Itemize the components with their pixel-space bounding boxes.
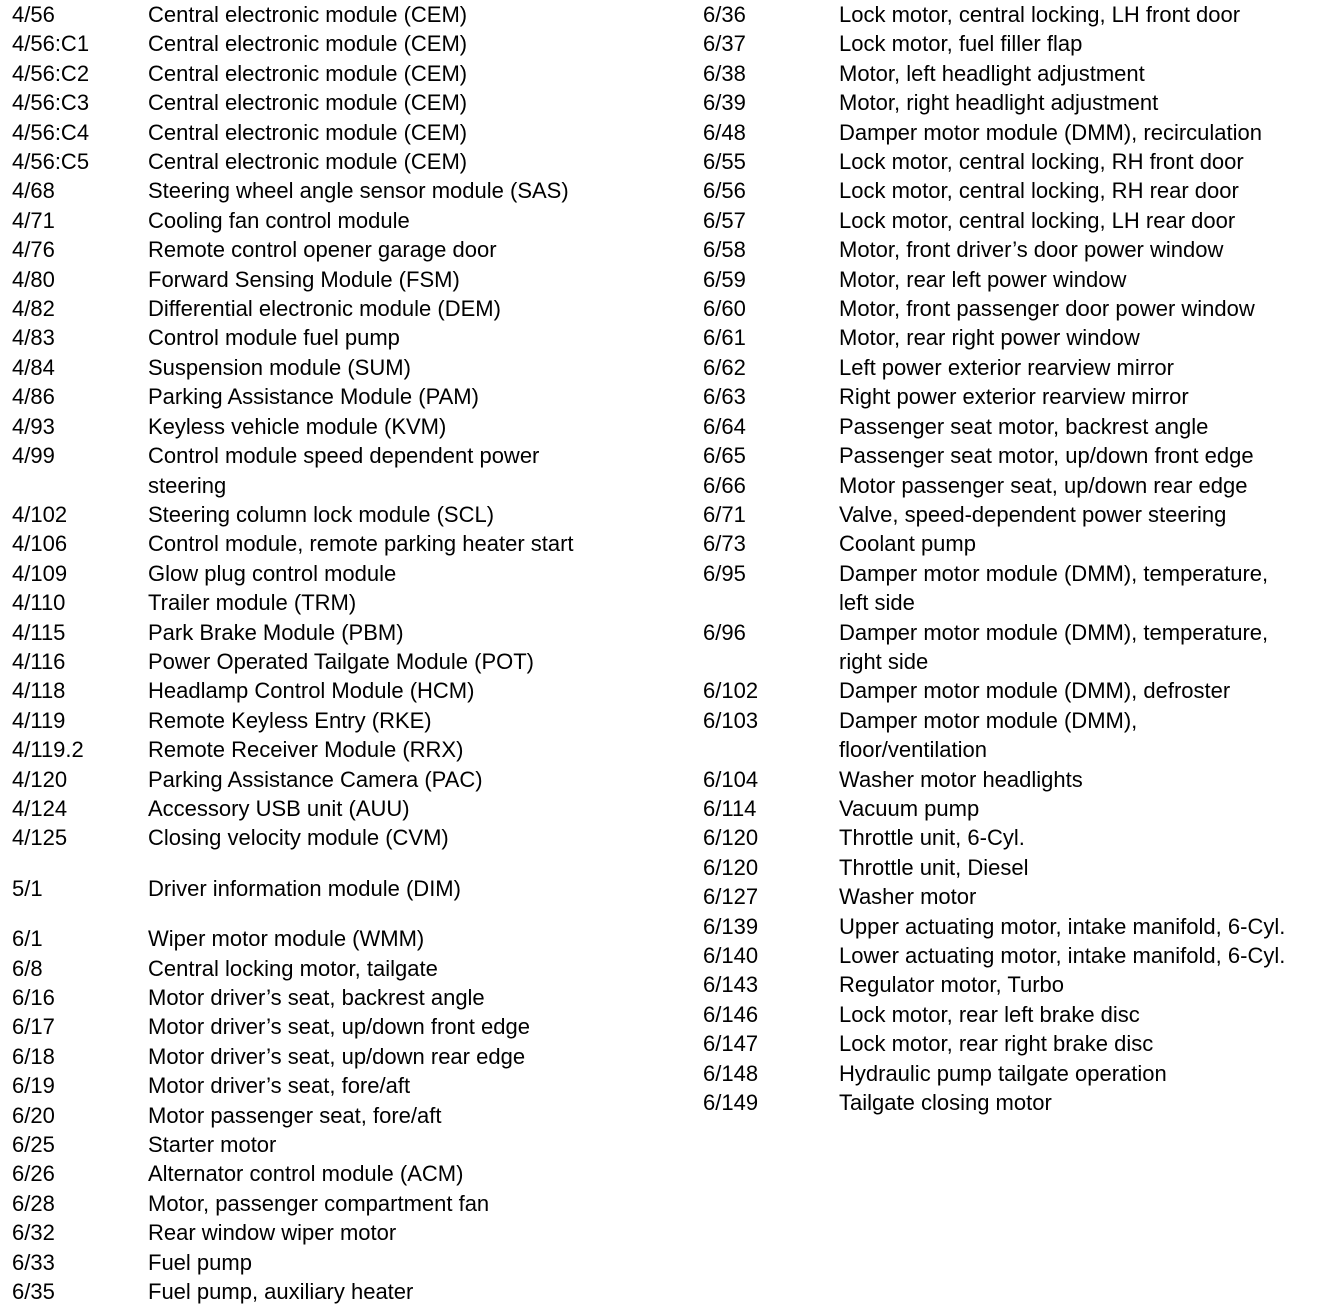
component-description: Suspension module (SUM) <box>148 354 411 380</box>
component-description: Motor, rear left power window <box>839 266 1127 292</box>
component-row <box>12 88 672 117</box>
component-description: Regulator motor, Turbo <box>839 972 1065 998</box>
component-description: Motor, left headlight adjustment <box>839 60 1145 86</box>
component-description: Cooling fan control module <box>148 207 410 233</box>
component-description: Motor passenger seat, up/down rear edge <box>839 472 1248 498</box>
component-code: 4/56:C5 <box>12 149 90 175</box>
component-description: Motor driver’s seat, up/down rear edge <box>148 1043 526 1069</box>
component-row <box>12 588 672 617</box>
component-code: 4/102 <box>12 501 68 527</box>
component-code: 4/56:C4 <box>12 119 90 145</box>
component-code: 6/66 <box>703 472 746 498</box>
component-row <box>703 676 1343 705</box>
component-row <box>12 382 672 411</box>
component-row <box>12 412 672 441</box>
component-description: Motor, front passenger door power window <box>839 296 1255 322</box>
component-code: 4/56 <box>12 2 55 27</box>
component-code: 6/127 <box>703 884 759 910</box>
component-code: 4/109 <box>12 560 68 586</box>
component-description: Steering wheel angle sensor module (SAS) <box>148 178 569 204</box>
component-description: Tailgate closing motor <box>839 1090 1052 1116</box>
component-description: Starter motor <box>148 1132 277 1158</box>
component-row <box>703 471 1343 500</box>
section-gap <box>12 903 672 924</box>
component-row <box>703 88 1343 117</box>
component-description: Lock motor, central locking, RH rear door <box>839 178 1239 204</box>
component-code: 6/71 <box>703 501 746 527</box>
component-description: Rear window wiper motor <box>148 1220 397 1246</box>
component-description: Lock motor, rear right brake disc <box>839 1031 1154 1057</box>
component-description: Alternator control module (ACM) <box>148 1161 464 1187</box>
component-row <box>12 323 672 352</box>
component-row <box>703 1059 1343 1088</box>
component-row <box>703 882 1343 911</box>
component-code: 6/148 <box>703 1060 759 1086</box>
component-row <box>12 441 672 500</box>
component-code: 6/55 <box>703 149 746 175</box>
component-code: 6/104 <box>703 766 759 792</box>
component-row <box>12 647 672 676</box>
component-description: Valve, speed-dependent power steering <box>839 501 1227 527</box>
component-row <box>12 1277 672 1306</box>
component-code: 6/28 <box>12 1190 55 1216</box>
component-code: 4/110 <box>12 590 66 616</box>
component-code: 4/83 <box>12 325 55 351</box>
component-row <box>12 618 672 647</box>
component-code: 6/39 <box>703 90 746 116</box>
component-row <box>703 559 1343 618</box>
component-description: Control module speed dependent power steering <box>148 443 540 498</box>
component-description: Upper actuating motor, intake manifold, 6-Cyl. <box>839 913 1286 939</box>
component-row <box>703 500 1343 529</box>
component-row <box>12 1101 672 1130</box>
component-row <box>703 323 1343 352</box>
component-code: 6/102 <box>703 678 759 704</box>
component-code: 6/38 <box>703 60 746 86</box>
component-description: Remote Keyless Entry (RKE) <box>148 707 432 733</box>
component-row <box>12 735 672 764</box>
component-row <box>703 265 1343 294</box>
component-code: 6/120 <box>703 854 759 880</box>
component-code: 6/17 <box>12 1014 55 1040</box>
component-code: 4/119.2 <box>12 737 84 763</box>
component-row <box>703 353 1343 382</box>
component-description: Lower actuating motor, intake manifold, 6-Cyl. <box>839 943 1286 968</box>
component-row <box>703 29 1343 58</box>
component-code: 6/143 <box>703 972 759 998</box>
component-description: Lock motor, central locking, RH front door <box>839 149 1244 175</box>
component-row <box>12 265 672 294</box>
component-code: 4/84 <box>12 354 55 380</box>
component-description: Right power exterior rearview mirror <box>839 384 1189 410</box>
component-code: 6/48 <box>703 119 746 145</box>
component-description: Differential electronic module (DEM) <box>148 296 501 322</box>
component-description: Motor driver’s seat, backrest angle <box>148 985 485 1010</box>
component-description: Left power exterior rearview mirror <box>839 354 1174 380</box>
component-code: 6/37 <box>703 31 746 57</box>
component-description: Driver information module (DIM) <box>148 875 461 901</box>
component-description: Fuel pump, auxiliary heater <box>148 1279 414 1305</box>
component-description: Parking Assistance Module (PAM) <box>148 384 479 410</box>
component-row <box>12 353 672 382</box>
component-description: Motor, front driver’s door power window <box>839 237 1224 263</box>
component-code: 4/82 <box>12 296 55 322</box>
component-description: Damper motor module (DMM), floor/ventilation <box>839 707 1138 763</box>
component-code: 4/120 <box>12 766 68 792</box>
component-description: Damper motor module (DMM), temperature, right side <box>839 619 1269 674</box>
component-code: 6/139 <box>703 913 759 939</box>
component-code: 6/65 <box>703 443 746 469</box>
component-description: Motor, right headlight adjustment <box>839 90 1159 116</box>
component-description: Central electronic module (CEM) <box>148 119 468 145</box>
component-description: Damper motor module (DMM), temperature, left side <box>839 560 1269 616</box>
component-description: Throttle unit, Diesel <box>839 854 1029 880</box>
component-description: Closing velocity module (CVM) <box>148 825 449 851</box>
component-description: Vacuum pump <box>839 795 980 821</box>
component-row <box>12 500 672 529</box>
component-description: Central electronic module (CEM) <box>148 149 468 175</box>
component-description: Central locking motor, tailgate <box>148 955 438 981</box>
component-description: Parking Assistance Camera (PAC) <box>148 766 483 792</box>
component-description: Trailer module (TRM) <box>148 590 357 616</box>
component-code: 6/56 <box>703 178 746 204</box>
component-code: 6/18 <box>12 1043 55 1069</box>
component-code: 6/146 <box>703 1001 759 1027</box>
component-code: 6/62 <box>703 354 746 380</box>
component-description: Central electronic module (CEM) <box>148 60 468 86</box>
component-row <box>703 853 1343 882</box>
component-row <box>12 147 672 176</box>
component-code: 6/120 <box>703 825 759 851</box>
component-row <box>703 412 1343 441</box>
component-code: 6/59 <box>703 266 746 292</box>
component-description: Central electronic module (CEM) <box>148 2 468 27</box>
component-code: 6/36 <box>703 2 746 27</box>
component-code: 6/8 <box>12 955 43 981</box>
component-code: 4/118 <box>12 678 66 704</box>
component-description: Fuel pump <box>148 1249 252 1275</box>
component-row <box>12 1218 672 1247</box>
component-code: 6/1 <box>12 926 43 952</box>
component-row <box>703 176 1343 205</box>
component-description: Motor, passenger compartment fan <box>148 1190 490 1216</box>
component-row <box>12 954 672 983</box>
component-description: Passenger seat motor, up/down front edge <box>839 443 1254 469</box>
component-row <box>12 176 672 205</box>
component-code: 6/96 <box>703 619 746 645</box>
component-row <box>12 823 672 852</box>
component-description: Remote control opener garage door <box>148 237 497 263</box>
component-row <box>12 529 672 558</box>
component-description: Power Operated Tailgate Module (POT) <box>148 648 534 674</box>
component-description: Central electronic module (CEM) <box>148 31 468 57</box>
component-description: Throttle unit, 6-Cyl. <box>839 825 1025 851</box>
component-row <box>703 1029 1343 1058</box>
component-code: 6/63 <box>703 384 746 410</box>
component-row <box>703 118 1343 147</box>
component-code: 4/106 <box>12 531 68 557</box>
component-row <box>703 0 1343 29</box>
component-row <box>703 294 1343 323</box>
component-row <box>703 941 1343 970</box>
component-code: 4/56:C3 <box>12 90 90 116</box>
component-row <box>12 983 672 1012</box>
component-description: Park Brake Module (PBM) <box>148 619 404 645</box>
component-code: 6/149 <box>703 1090 759 1116</box>
component-row <box>12 874 672 903</box>
component-row <box>703 765 1343 794</box>
component-row <box>703 1088 1343 1117</box>
component-row <box>12 676 672 705</box>
component-description: Accessory USB unit (AUU) <box>148 795 410 821</box>
component-code: 6/16 <box>12 985 55 1010</box>
component-row <box>12 1189 672 1218</box>
component-description: Keyless vehicle module (KVM) <box>148 413 447 439</box>
component-description: Central electronic module (CEM) <box>148 90 468 116</box>
component-code: 4/115 <box>12 619 66 645</box>
component-description: Coolant pump <box>839 531 976 557</box>
component-row <box>12 118 672 147</box>
component-code: 4/80 <box>12 266 55 292</box>
component-description: Washer motor <box>839 884 977 910</box>
component-row <box>703 618 1343 677</box>
component-description: Glow plug control module <box>148 560 397 586</box>
component-code: 6/32 <box>12 1220 55 1246</box>
component-description: Damper motor module (DMM), recirculation <box>839 119 1262 145</box>
component-code: 6/147 <box>703 1031 759 1057</box>
component-description: Washer motor headlights <box>839 766 1083 792</box>
component-description: Lock motor, fuel filler flap <box>839 31 1083 57</box>
component-description: Damper motor module (DMM), defroster <box>839 678 1231 704</box>
component-row <box>12 559 672 588</box>
component-description: Motor driver’s seat, fore/aft <box>148 1073 411 1099</box>
component-description: Passenger seat motor, backrest angle <box>839 413 1209 439</box>
component-code: 6/26 <box>12 1161 55 1187</box>
component-row <box>12 1159 672 1188</box>
component-row <box>12 1248 672 1277</box>
component-code: 4/76 <box>12 237 55 263</box>
component-code: 6/57 <box>703 207 746 233</box>
component-code: 6/64 <box>703 413 746 439</box>
component-code: 5/1 <box>12 875 43 901</box>
component-code: 4/116 <box>12 648 66 674</box>
component-code: 4/124 <box>12 795 68 821</box>
component-description: Headlamp Control Module (HCM) <box>148 678 475 704</box>
component-description: Motor driver’s seat, up/down front edge <box>148 1014 530 1040</box>
component-row <box>703 529 1343 558</box>
component-code: 4/71 <box>12 207 55 233</box>
component-code: 6/73 <box>703 531 746 557</box>
component-code: 6/140 <box>703 943 759 968</box>
component-description: Forward Sensing Module (FSM) <box>148 266 460 292</box>
component-code: 4/86 <box>12 384 55 410</box>
component-list-right-column <box>703 0 1343 1117</box>
component-row <box>703 823 1343 852</box>
component-description: Steering column lock module (SCL) <box>148 501 495 527</box>
component-code: 4/56:C2 <box>12 60 90 86</box>
component-description: Remote Receiver Module (RRX) <box>148 737 464 763</box>
component-code: 6/19 <box>12 1073 55 1099</box>
component-code: 4/125 <box>12 825 68 851</box>
component-code: 4/93 <box>12 413 55 439</box>
component-code: 4/56:C1 <box>12 31 90 57</box>
component-row <box>703 206 1343 235</box>
component-code: 6/58 <box>703 237 746 263</box>
component-code: 6/35 <box>12 1279 55 1305</box>
component-code: 6/95 <box>703 560 746 586</box>
component-row <box>12 1130 672 1159</box>
component-row <box>12 29 672 58</box>
component-code: 4/99 <box>12 443 55 469</box>
section-gap <box>12 853 672 874</box>
component-row <box>703 706 1343 765</box>
component-row <box>12 706 672 735</box>
component-description: Lock motor, central locking, LH rear door <box>839 207 1236 233</box>
component-description: Control module fuel pump <box>148 325 400 351</box>
component-row <box>12 59 672 88</box>
component-row <box>12 206 672 235</box>
component-description: Lock motor, rear left brake disc <box>839 1001 1140 1027</box>
component-row <box>703 59 1343 88</box>
component-code: 6/25 <box>12 1132 55 1158</box>
component-list-left-column <box>12 0 672 1306</box>
component-description: Motor, rear right power window <box>839 325 1140 351</box>
component-row <box>12 1071 672 1100</box>
component-row <box>703 441 1343 470</box>
component-row <box>12 794 672 823</box>
component-row <box>703 912 1343 941</box>
component-description: Motor passenger seat, fore/aft <box>148 1102 442 1128</box>
component-row <box>703 970 1343 999</box>
component-code: 4/68 <box>12 178 55 204</box>
component-code: 4/119 <box>12 707 66 733</box>
component-description: Hydraulic pump tailgate operation <box>839 1060 1167 1086</box>
component-code: 6/20 <box>12 1102 55 1128</box>
component-row <box>12 924 672 953</box>
component-code: 6/60 <box>703 296 746 322</box>
component-row <box>12 765 672 794</box>
component-row <box>703 1000 1343 1029</box>
component-description: Lock motor, central locking, LH front door <box>839 2 1241 27</box>
component-row <box>703 235 1343 264</box>
component-description: Wiper motor module (WMM) <box>148 926 425 952</box>
component-row <box>703 147 1343 176</box>
component-code: 6/114 <box>703 795 757 821</box>
component-row <box>703 382 1343 411</box>
component-row <box>12 0 672 29</box>
component-code: 6/103 <box>703 707 759 733</box>
component-row <box>12 1012 672 1041</box>
component-row <box>703 794 1343 823</box>
component-row <box>12 1042 672 1071</box>
component-description: Control module, remote parking heater start <box>148 531 574 557</box>
component-code: 6/61 <box>703 325 746 351</box>
component-row <box>12 294 672 323</box>
component-code: 6/33 <box>12 1249 55 1275</box>
component-row <box>12 235 672 264</box>
